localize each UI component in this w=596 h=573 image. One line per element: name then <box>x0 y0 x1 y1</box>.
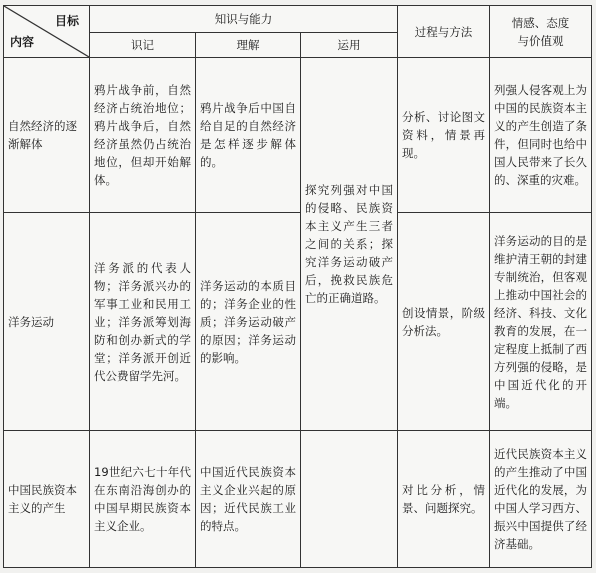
process-cell: 分析、讨论图文资料，情景再现。 <box>398 58 490 213</box>
recall-header: 识记 <box>90 33 196 58</box>
emotion-header-line2: 与价值观 <box>517 33 564 48</box>
process-header: 过程与方法 <box>398 6 490 58</box>
corner-label-content: 内容 <box>10 35 35 49</box>
corner-header-cell <box>4 6 90 58</box>
understand-cell: 中国近代民族资本主义企业兴起的原因；近代民族工业的特点。 <box>196 431 301 568</box>
table-row <box>4 58 592 213</box>
understand-cell: 洋务运动的本质目的；洋务企业的性质；洋务运动破产的原因；洋务运动的影响。 <box>196 213 301 431</box>
topic-cell: 自然经济的逐渐解体 <box>4 58 90 213</box>
understand-header: 理解 <box>196 33 301 58</box>
emotion-cell: 近代民族资本主义的产生推动了中国近代化的发展，为中国人学习西方、振兴中国提供了经济基础。 <box>490 431 592 568</box>
objectives-table <box>3 5 592 568</box>
recall-cell: 鸦片战争前，自然经济占统治地位；鸦片战争后，自然经济虽然仍占统治地位，但却开始解体。 <box>90 58 196 213</box>
emotion-cell: 洋务运动的目的是维护清王朝的封建专制统治，但客观上推动中国社会的经济、科技、文化教育的发展，在一定程度上抵制了西方列强的侵略，是中国近代化的开端。 <box>490 213 592 431</box>
header-row-1 <box>4 6 592 33</box>
apply-merged-cell: 探究列强对中国的侵略、民族资本主义产生三者之间的关系；探究洋务运动破产后，挽救民族危亡的正确道路。 <box>301 58 398 431</box>
topic-cell: 洋务运动 <box>4 213 90 431</box>
process-cell: 对比分析，情景、问题探究。 <box>398 431 490 568</box>
recall-cell: 19世纪六七十年代在东南沿海创办的中国早期民族资本主义企业。 <box>90 431 196 568</box>
emotion-header-line1: 情感、态度 <box>511 15 570 30</box>
table-row <box>4 431 592 568</box>
corner-label-target: 目标 <box>54 14 79 28</box>
recall-cell: 洋务派的代表人物；洋务派兴办的军事工业和民用工业；洋务派筹划海防和创办新式的学堂；洋务派开创近代公费留学先河。 <box>90 213 196 431</box>
apply-header: 运用 <box>301 33 398 58</box>
table-row <box>4 213 592 431</box>
understand-cell: 鸦片战争后中国自给自足的自然经济是怎样逐步解体的。 <box>196 58 301 213</box>
process-cell: 创设情景，阶级分析法。 <box>398 213 490 431</box>
emotion-header <box>490 6 592 58</box>
topic-cell: 中国民族资本主义的产生 <box>4 431 90 568</box>
apply-empty-cell <box>301 431 398 568</box>
emotion-cell: 列强人侵客观上为中国的民族资本主义的产生创造了条件，但同时也给中国人民带来了长久的、深重的灾难。 <box>490 58 592 213</box>
knowledge-header: 知识与能力 <box>90 6 398 33</box>
